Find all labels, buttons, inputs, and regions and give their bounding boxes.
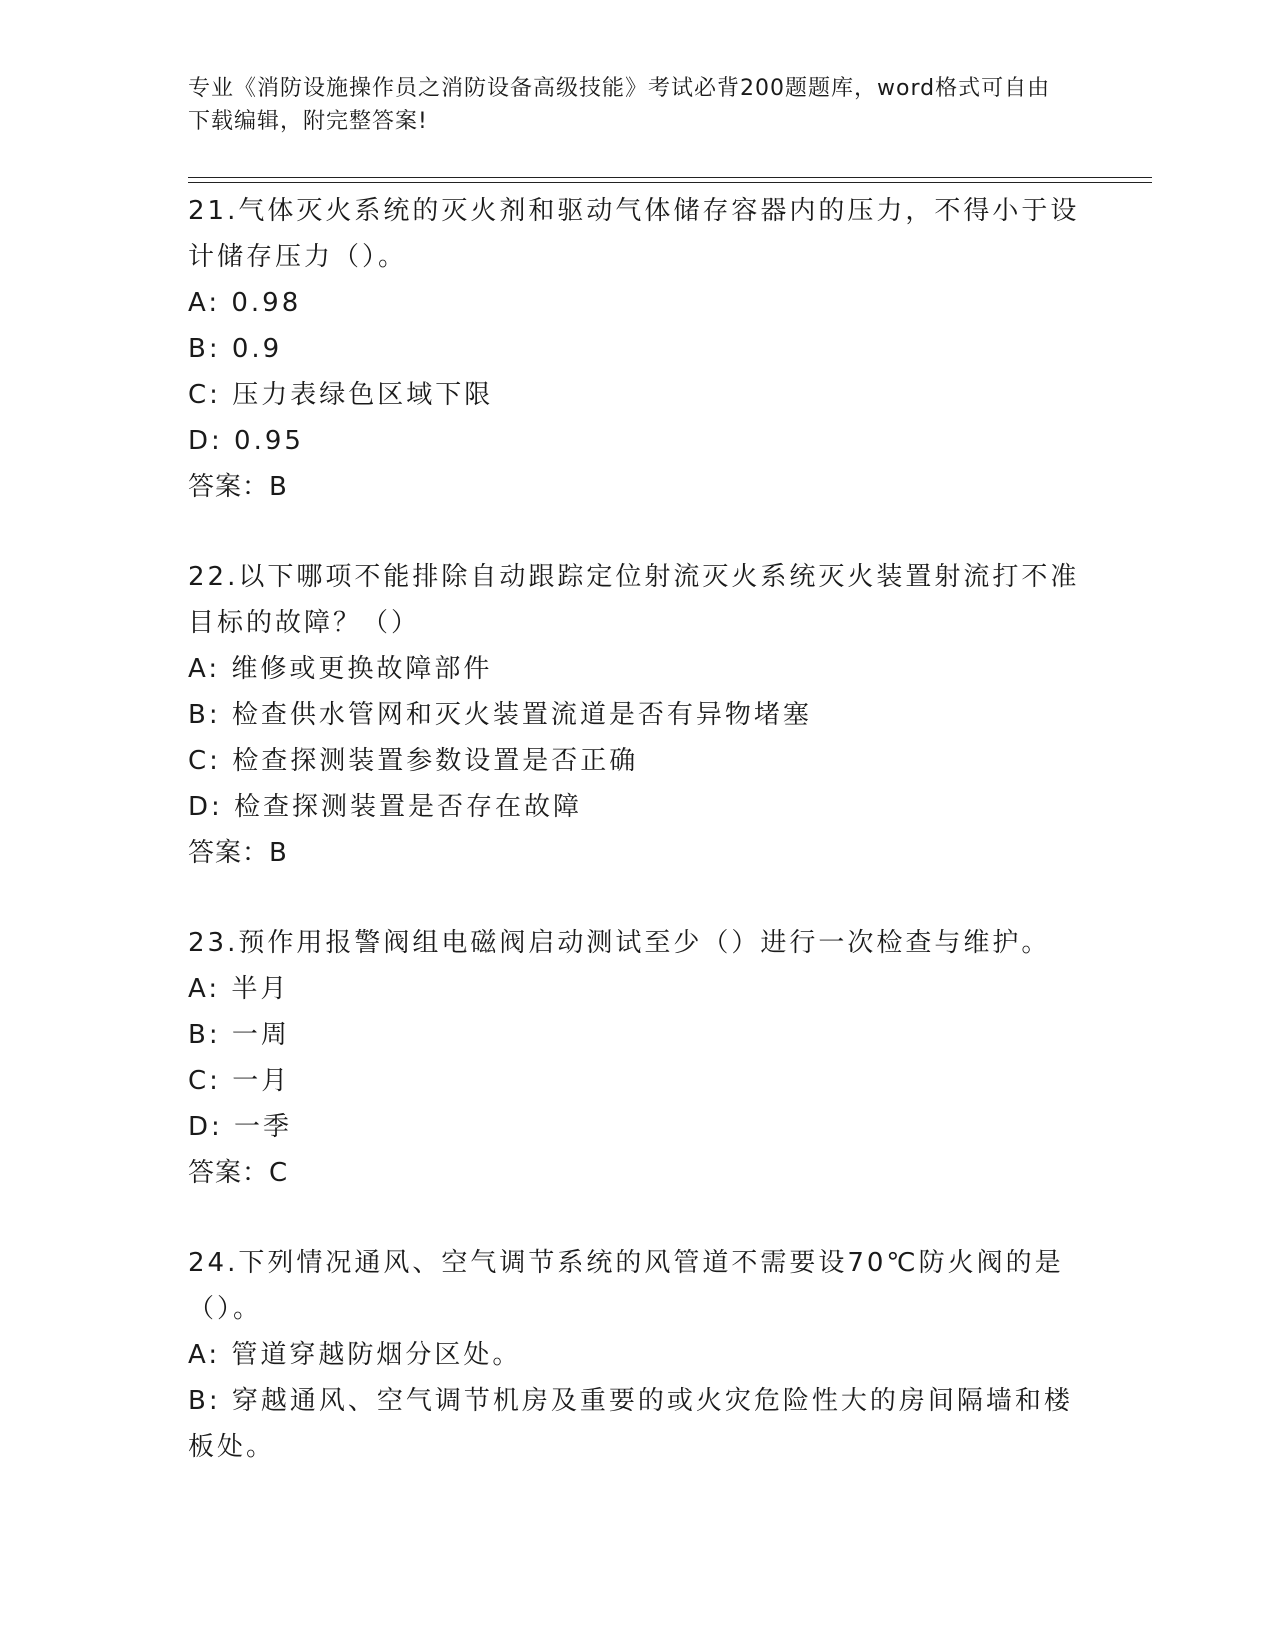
option-key: B:	[188, 1020, 221, 1050]
option-a	[188, 280, 1088, 326]
answer-line: 答案：B	[188, 838, 288, 868]
question-list	[188, 188, 1088, 1470]
option-key: D:	[188, 1112, 223, 1142]
option-a	[188, 1332, 1088, 1378]
option-text: 压力表绿色区域下限	[232, 380, 494, 410]
option-text: 管道穿越防烟分区处。	[231, 1340, 522, 1370]
option-text: 0.9	[231, 334, 283, 364]
option-text: 检查探测装置参数设置是否正确	[232, 746, 639, 776]
question-21	[188, 188, 1088, 510]
option-b	[188, 1012, 1088, 1058]
option-d	[188, 418, 1088, 464]
option-b	[188, 326, 1088, 372]
header-divider	[188, 177, 1152, 183]
question-stem: 21.气体灭火系统的灭火剂和驱动气体储存容器内的压力，不得小于设计储存压力（）。	[188, 196, 1080, 272]
option-a	[188, 966, 1088, 1012]
question-stem: 23.预作用报警阀组电磁阀启动测试至少（）进行一次检查与维护。	[188, 928, 1051, 958]
option-text: 0.98	[231, 288, 302, 318]
answer-line: 答案：B	[188, 472, 288, 502]
question-stem: 24.下列情况通风、空气调节系统的风管道不需要设70℃防火阀的是（）。	[188, 1248, 1064, 1324]
option-key: B:	[188, 334, 221, 364]
option-text: 半月	[231, 974, 290, 1004]
option-text: 0.95	[234, 426, 304, 456]
option-c	[188, 738, 1088, 784]
option-key: A:	[188, 974, 221, 1004]
option-key: A:	[188, 654, 221, 684]
option-text: 检查探测装置是否存在故障	[234, 792, 583, 822]
question-stem: 22.以下哪项不能排除自动跟踪定位射流灭火系统灭火装置射流打不准目标的故障？（）	[188, 562, 1080, 638]
question-24	[188, 1240, 1088, 1470]
option-d	[188, 1104, 1088, 1150]
option-key: C:	[188, 1066, 221, 1096]
option-text: 维修或更换故障部件	[231, 654, 493, 684]
option-b	[188, 692, 1088, 738]
option-c	[188, 1058, 1088, 1104]
option-key: D:	[188, 426, 223, 456]
answer-line: 答案：C	[188, 1158, 289, 1188]
option-key: B:	[188, 700, 221, 730]
option-key: B:	[188, 1386, 221, 1416]
document-header: 专业《消防设施操作员之消防设备高级技能》考试必背200题题库，word格式可自由下载编辑，附完整答案!	[188, 76, 1051, 134]
option-key: D:	[188, 792, 223, 822]
option-key: C:	[188, 746, 221, 776]
option-a	[188, 646, 1088, 692]
option-key: A:	[188, 288, 221, 318]
option-text: 一周	[231, 1020, 290, 1050]
option-b	[188, 1378, 1088, 1470]
option-text: 穿越通风、空气调节机房及重要的或火灾危险性大的房间隔墙和楼板处。	[188, 1386, 1073, 1462]
option-text: 一月	[232, 1066, 291, 1096]
option-text: 检查供水管网和灭火装置流道是否有异物堵塞	[231, 700, 812, 730]
option-key: A:	[188, 1340, 221, 1370]
option-d	[188, 784, 1088, 830]
question-23	[188, 920, 1088, 1196]
question-22	[188, 554, 1088, 876]
option-key: C:	[188, 380, 221, 410]
option-text: 一季	[234, 1112, 293, 1142]
option-c	[188, 372, 1088, 418]
